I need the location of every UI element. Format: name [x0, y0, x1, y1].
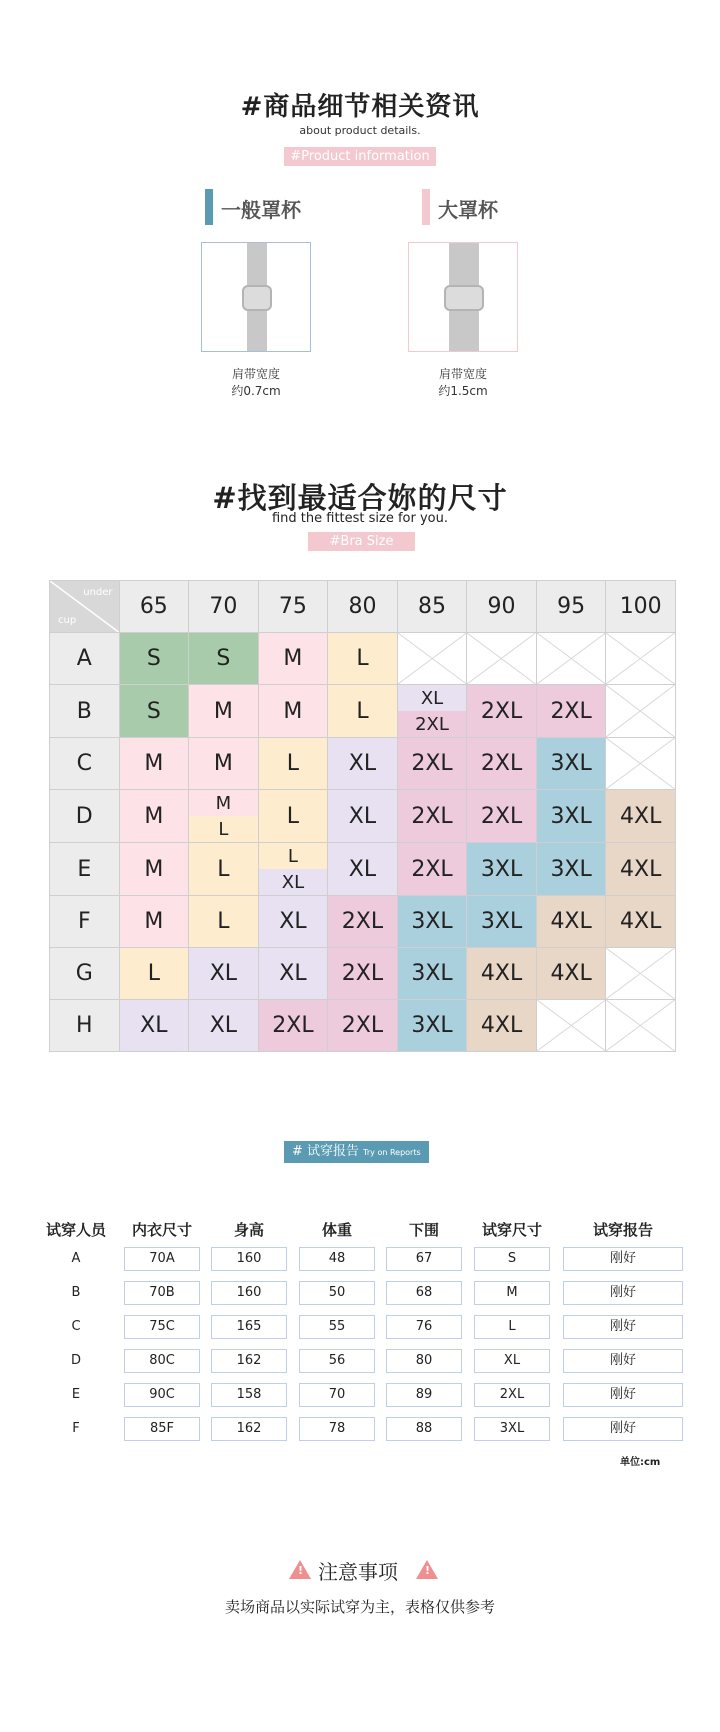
report-cell: 55: [299, 1315, 375, 1339]
size-cell-part: XL: [398, 685, 467, 711]
size-cell-part: L: [189, 816, 258, 842]
report-cell: 78: [299, 1417, 375, 1441]
report-unit: 单位:cm: [620, 1457, 661, 1468]
size-cell: 3XL: [536, 738, 606, 790]
size-cell: L: [189, 843, 259, 896]
size-cell: L: [119, 948, 189, 1000]
size-cell-split: [258, 843, 328, 896]
size-cell: M: [258, 633, 328, 685]
report-cell: 162: [211, 1349, 287, 1373]
size-cell: 2XL: [397, 843, 467, 896]
size-cell: 4XL: [467, 1000, 537, 1052]
size-cell: M: [119, 896, 189, 948]
strap-regular-caption-value: 约0.7cm: [231, 384, 281, 398]
size-cell: 4XL: [536, 948, 606, 1000]
report-cell: 3XL: [474, 1417, 550, 1441]
report-cell: 67: [386, 1247, 462, 1271]
size-cell: 2XL: [536, 685, 606, 738]
size-cell-unavailable: [606, 633, 676, 685]
report-cell: XL: [474, 1349, 550, 1373]
size-cell: 3XL: [467, 896, 537, 948]
size-cell: M: [189, 738, 259, 790]
size-column-header: 100: [606, 581, 676, 633]
report-cell: 160: [211, 1281, 287, 1305]
size-cell: XL: [328, 790, 398, 843]
size-row-header: H: [50, 1000, 120, 1052]
size-column-header: 95: [536, 581, 606, 633]
report-cell: 88: [386, 1417, 462, 1441]
corner-under-label: under: [83, 587, 113, 598]
size-cell-unavailable: [606, 738, 676, 790]
details-tag: #Product information: [284, 147, 435, 166]
size-cell: 3XL: [536, 790, 606, 843]
report-cell: 刚好: [563, 1247, 683, 1271]
size-cell: S: [119, 633, 189, 685]
size-cell-split: [397, 685, 467, 738]
report-cell: 刚好: [563, 1417, 683, 1441]
report-cell: 162: [211, 1417, 287, 1441]
size-cell: L: [258, 738, 328, 790]
size-cell: XL: [258, 896, 328, 948]
size-cell: XL: [328, 843, 398, 896]
size-cell: 4XL: [536, 896, 606, 948]
report-cell: 160: [211, 1247, 287, 1271]
report-cell: M: [474, 1281, 550, 1305]
size-cell: S: [189, 633, 259, 685]
report-cell: 70A: [124, 1247, 200, 1271]
report-badge-small: Try on Reports: [363, 1148, 421, 1157]
size-column-header: 75: [258, 581, 328, 633]
report-cell: 89: [386, 1383, 462, 1407]
report-column-header: 试穿报告: [592, 1221, 653, 1239]
size-row-header: C: [50, 738, 120, 790]
size-cell: 2XL: [328, 896, 398, 948]
report-cell: 76: [386, 1315, 462, 1339]
size-row-header: F: [50, 896, 120, 948]
size-cell: XL: [258, 948, 328, 1000]
size-cell: 2XL: [328, 948, 398, 1000]
size-cell: 4XL: [606, 843, 676, 896]
size-cell-unavailable: [397, 633, 467, 685]
size-cell: S: [119, 685, 189, 738]
size-cell: 4XL: [606, 790, 676, 843]
size-cell-unavailable: [606, 1000, 676, 1052]
size-title: #找到最适合妳的尺寸: [212, 481, 508, 515]
report-column-header: 下围: [408, 1221, 439, 1239]
report-cell: 刚好: [563, 1383, 683, 1407]
report-person: B: [71, 1285, 81, 1300]
buckle-icon: [444, 285, 484, 311]
buckle-icon: [242, 285, 272, 311]
report-cell: 刚好: [563, 1281, 683, 1305]
notice-title: 注意事项: [318, 1560, 398, 1584]
size-cell-split: [189, 790, 259, 843]
strap-regular-title: 一般罩杯: [221, 198, 301, 222]
strap-large-caption-value: 约1.5cm: [438, 384, 488, 398]
corner-cup-label: cup: [58, 615, 77, 626]
size-cell: 4XL: [467, 948, 537, 1000]
size-cell: M: [119, 738, 189, 790]
report-cell: L: [474, 1315, 550, 1339]
size-subtitle: find the fittest size for you.: [271, 511, 449, 526]
size-cell: XL: [119, 1000, 189, 1052]
size-cell: XL: [189, 948, 259, 1000]
strap-regular-caption-label: 肩带宽度: [231, 367, 280, 381]
size-cell: 2XL: [397, 738, 467, 790]
strap-regular-caption: [201, 366, 311, 400]
report-person: C: [71, 1319, 81, 1334]
size-cell: XL: [189, 1000, 259, 1052]
details-tag-wrap: [0, 145, 720, 166]
report-cell: S: [474, 1247, 550, 1271]
report-cell: 90C: [124, 1383, 200, 1407]
size-cell-part: XL: [259, 869, 328, 895]
size-cell-unavailable: [536, 1000, 606, 1052]
size-chart: [49, 580, 676, 1052]
size-cell-part: 2XL: [398, 711, 467, 737]
size-cell: L: [258, 790, 328, 843]
size-cell-unavailable: [536, 633, 606, 685]
size-cell-unavailable: [606, 948, 676, 1000]
size-cell: 2XL: [467, 790, 537, 843]
size-tag: #Bra Size: [308, 532, 415, 551]
size-column-header: 65: [119, 581, 189, 633]
report-person: E: [71, 1387, 81, 1402]
report-cell: 75C: [124, 1315, 200, 1339]
size-chart-corner: [50, 581, 120, 633]
report-person: F: [72, 1421, 80, 1436]
report-cell: 2XL: [474, 1383, 550, 1407]
size-row-header: A: [50, 633, 120, 685]
report-cell: 85F: [124, 1417, 200, 1441]
report-column-header: 试穿人员: [45, 1221, 106, 1239]
report-column-header: 内衣尺寸: [131, 1221, 192, 1239]
size-column-header: 80: [328, 581, 398, 633]
strap-large-title: 大罩杯: [438, 198, 498, 222]
size-cell-part: M: [189, 790, 258, 816]
size-column-header: 85: [397, 581, 467, 633]
size-row-header: E: [50, 843, 120, 896]
size-cell: 2XL: [328, 1000, 398, 1052]
details-subtitle: about product details.: [299, 124, 421, 137]
size-cell: 4XL: [606, 896, 676, 948]
size-cell: 3XL: [397, 896, 467, 948]
size-row-header: D: [50, 790, 120, 843]
details-title: #商品细节相关资讯: [240, 92, 480, 122]
strap-regular-image: [201, 242, 311, 352]
report-badge: [284, 1141, 429, 1163]
report-cell: 50: [299, 1281, 375, 1305]
size-cell: L: [189, 896, 259, 948]
strap-large-caption: [408, 366, 518, 400]
size-cell: 2XL: [397, 790, 467, 843]
size-cell: 2XL: [467, 738, 537, 790]
size-row-header: G: [50, 948, 120, 1000]
size-cell: 2XL: [467, 685, 537, 738]
size-tag-wrap: [308, 532, 415, 551]
strap-regular-bar: [205, 189, 213, 225]
report-person: D: [70, 1353, 81, 1368]
size-cell: L: [328, 685, 398, 738]
report-column-header: 身高: [233, 1221, 264, 1239]
size-cell: M: [189, 685, 259, 738]
size-cell: 3XL: [397, 948, 467, 1000]
size-cell: M: [119, 790, 189, 843]
report-cell: 70: [299, 1383, 375, 1407]
size-cell: M: [258, 685, 328, 738]
report-cell: 80C: [124, 1349, 200, 1373]
report-person: A: [71, 1251, 81, 1266]
strap-large-caption-label: 肩带宽度: [438, 367, 487, 381]
report-cell: 刚好: [563, 1315, 683, 1339]
report-cell: 48: [299, 1247, 375, 1271]
report-cell: 68: [386, 1281, 462, 1305]
report-column-header: 试穿尺寸: [481, 1221, 542, 1239]
report-cell: 56: [299, 1349, 375, 1373]
size-column-header: 90: [467, 581, 537, 633]
report-cell: 80: [386, 1349, 462, 1373]
report-cell: 刚好: [563, 1349, 683, 1373]
notice-text: 卖场商品以实际试穿为主，表格仅供参考: [224, 1598, 495, 1616]
size-cell: L: [328, 633, 398, 685]
size-row-header: B: [50, 685, 120, 738]
size-cell-unavailable: [467, 633, 537, 685]
size-cell-unavailable: [606, 685, 676, 738]
size-cell: XL: [328, 738, 398, 790]
size-cell: 2XL: [258, 1000, 328, 1052]
size-cell: 3XL: [397, 1000, 467, 1052]
strap-large-bar: [422, 189, 430, 225]
report-cell: 70B: [124, 1281, 200, 1305]
size-cell: M: [119, 843, 189, 896]
size-cell: 3XL: [467, 843, 537, 896]
size-cell: 3XL: [536, 843, 606, 896]
size-column-header: 70: [189, 581, 259, 633]
strap-large-image: [408, 242, 518, 352]
report-column-header: 体重: [321, 1221, 352, 1239]
size-cell-part: L: [259, 843, 328, 869]
report-cell: 158: [211, 1383, 287, 1407]
report-cell: 165: [211, 1315, 287, 1339]
report-badge-label: # 试穿报告: [292, 1144, 360, 1159]
